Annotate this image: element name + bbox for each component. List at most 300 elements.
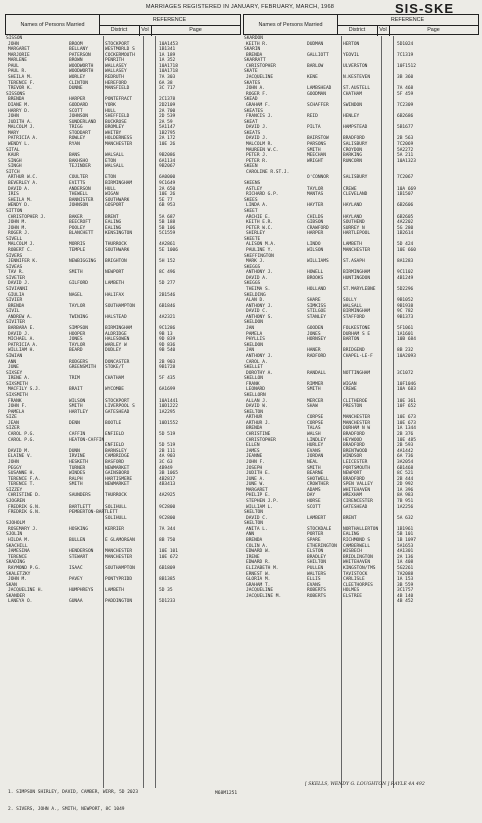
entry-district: CHATHAM xyxy=(105,376,124,382)
entry-name: SIZE xyxy=(6,415,17,421)
entry-vol-page: 3C1757 xyxy=(397,588,414,594)
entry-spouse-surname: CHILDS xyxy=(307,214,324,220)
entry-name: SKARRATT xyxy=(244,58,266,64)
entry-spouse-surname: ELLIS xyxy=(307,577,321,583)
entry-name: PAMELA xyxy=(246,331,263,337)
entry-spouse-surname: CORPSE xyxy=(307,415,324,421)
entry-spouse-surname: STILGOE xyxy=(307,309,326,315)
entry-name: DAVID C. xyxy=(246,515,268,521)
entry-name: KAUR xyxy=(8,153,19,159)
entry-vol-page: 10E 673 xyxy=(397,415,416,421)
entry-name: SINGH xyxy=(8,158,22,164)
entry-name: BRENDA xyxy=(8,303,25,309)
entry-vol-page: 10A1718 xyxy=(159,69,178,75)
entry-name: DOROTHY A. xyxy=(246,370,274,376)
entry-vol-page: 7C2309 xyxy=(397,102,414,108)
entry-district: ETON xyxy=(105,158,116,164)
entry-name: MARGARET xyxy=(8,47,30,53)
entry-district: NORTHALLERTON xyxy=(343,526,379,532)
entry-vol-page: 9B1373 xyxy=(397,314,414,320)
entry-district: PONTYPRIDD xyxy=(105,577,133,583)
entry-name: TREVOR K. xyxy=(8,86,33,92)
entry-spouse-surname: GALLIOTT xyxy=(307,52,329,58)
entry-spouse-surname: HENDERSON xyxy=(69,549,94,555)
reference-header: REFERENCE xyxy=(99,15,240,26)
entry-spouse-surname: MORRIS xyxy=(69,242,86,248)
entry-name: SHEILA M. xyxy=(8,75,33,81)
entry-name: SIVEAS xyxy=(6,264,23,270)
entry-spouse-surname: DENN xyxy=(69,420,80,426)
entry-district: NEWMARKET xyxy=(105,465,130,471)
entry-spouse-surname: SIMKISS xyxy=(307,303,326,309)
entry-spouse-surname: NEAL xyxy=(307,459,318,465)
entry-vol-page: 2D 539 xyxy=(159,114,176,120)
entry-vol-page: 5D 277 xyxy=(159,281,176,287)
entry-name: JOHN xyxy=(8,41,19,47)
entry-spouse-surname: SHAW xyxy=(307,404,318,410)
entry-vol-page: 1A 153 xyxy=(397,577,414,583)
entry-district: ELSTREE xyxy=(343,593,362,599)
entry-vol-page: 5B 101 xyxy=(397,532,414,538)
entry-spouse-surname: COULTER xyxy=(69,175,88,181)
entry-district: BRADFORD xyxy=(343,432,365,438)
entry-spouse-surname: HOOPER xyxy=(69,331,86,337)
entry-vol-page: 9C2800 xyxy=(159,515,176,521)
entry-spouse-surname: HESKETH xyxy=(69,459,88,465)
entry-name: SKATE xyxy=(244,69,258,75)
entry-name: BARBARA E. xyxy=(8,326,36,332)
names-header: Names of Persons Married xyxy=(6,15,100,34)
entry-district: PADDINGTON xyxy=(105,599,133,605)
entry-spouse-surname: PULLEN xyxy=(307,565,324,571)
entry-spouse-surname: MANTAS xyxy=(307,192,324,198)
entry-vol-page: 9D 839 xyxy=(159,337,176,343)
entry-vol-page: 5A1653 xyxy=(397,543,414,549)
entry-district: WINDSOR xyxy=(343,454,362,460)
entry-district: CLITHEROE xyxy=(343,398,368,404)
entry-vol-page: 1B2614 xyxy=(397,231,414,237)
entry-vol-page: 5D 35 xyxy=(159,588,173,594)
entry-district: MANCHESTER xyxy=(105,141,133,147)
entry-name: JUDITH E. xyxy=(246,471,271,477)
entry-district: BARKING xyxy=(343,153,362,159)
entry-name: GIULIA xyxy=(8,292,25,298)
entry-district: HUNTINGDON xyxy=(343,275,371,281)
entry-vol-page: 9C 782 xyxy=(397,309,414,315)
entry-name: LEONARD xyxy=(246,387,265,393)
entry-district: STOCKPORT xyxy=(105,398,130,404)
entry-spouse-surname: O'CONNOR xyxy=(307,175,329,181)
entry-spouse-surname: BARLOW xyxy=(307,63,324,69)
entry-vol-page: 10D1552 xyxy=(159,420,178,426)
entry-spouse-surname: GREENSMITH xyxy=(69,365,97,371)
entry-spouse-surname: ELSTON xyxy=(307,549,324,555)
entry-spouse-surname: SAUNDERS xyxy=(69,493,91,499)
entry-district: WALSALL xyxy=(105,153,124,159)
entry-spouse-surname: TAYLOR xyxy=(69,342,86,348)
entry-name: SHIRLEY xyxy=(246,231,265,237)
entry-name: SKELDING xyxy=(244,292,266,298)
entry-name: CAROLINE R.ST.J. xyxy=(246,169,290,175)
entry-spouse-surname: JONES xyxy=(69,337,83,343)
entry-district: BUCKROSE xyxy=(105,119,127,125)
entry-spouse-surname: JONES xyxy=(307,331,321,337)
entry-vol-page: 2A 59 xyxy=(159,119,173,125)
entry-vol-page: 8B 750 xyxy=(159,538,176,544)
entry-vol-page: 5C1559 xyxy=(159,231,176,237)
entry-spouse-surname: BAKHSHO xyxy=(69,158,88,164)
entry-district: LAMBETH xyxy=(105,588,124,594)
entry-name: PETER R. xyxy=(246,158,268,164)
entry-district: RUNCORN xyxy=(343,158,362,164)
entry-district: GATESHEAD xyxy=(105,409,130,415)
entry-district: HARTISMERE xyxy=(105,476,133,482)
entry-name: ROBERT C. xyxy=(8,247,33,253)
entry-vol-page: 10A 683 xyxy=(397,387,416,393)
entry-name: BRENDA xyxy=(246,538,263,544)
entry-name: BRENDA xyxy=(8,97,25,103)
right-entries-column xyxy=(243,36,479,788)
entry-name: JAMES xyxy=(246,448,260,454)
entry-vol-page: 1A 408 xyxy=(397,560,414,566)
entry-district: CAMBERWELL xyxy=(343,543,371,549)
entry-vol-page: 4A1301 xyxy=(397,549,414,555)
entry-spouse-surname: DAY xyxy=(307,493,316,499)
entry-name: ELLEN xyxy=(246,443,260,449)
left-entries-list xyxy=(5,36,241,605)
entry-name: MALCOLM R. xyxy=(246,141,274,147)
entry-name: GRAHAM F. xyxy=(246,102,271,108)
entry-vol-page: 1B2795 xyxy=(159,130,176,136)
entry-spouse-surname: RANDALL xyxy=(307,370,326,376)
entry-vol-page: 2B 563 xyxy=(397,136,414,142)
entry-name: FREDRIK G.N. xyxy=(8,510,41,516)
entry-vol-page: 9C2800 xyxy=(159,504,176,510)
entry-name: SKEEN xyxy=(244,164,258,170)
entry-vol-page: 5D 424 xyxy=(397,242,414,248)
entry-name: ROSEMARY J. xyxy=(8,526,38,532)
left-column-header xyxy=(5,14,241,35)
entry-name: EDWARD W. xyxy=(246,549,271,555)
entry-name: DAVID A. xyxy=(8,186,30,192)
entry-vol-page: 10F1512 xyxy=(397,63,416,69)
entry-spouse-surname: HORNSEY xyxy=(307,337,326,343)
entry-vol-page: 4B1249 xyxy=(397,275,414,281)
entry-spouse-surname: GILFORD xyxy=(69,281,88,287)
entry-district: EALING xyxy=(105,225,122,231)
entry-name: DAVID J. xyxy=(8,331,30,337)
entry-spouse-surname: RIMMER xyxy=(307,381,324,387)
entry-vol-page: 5B1677 xyxy=(397,125,414,131)
entry-name: JACQUELINE xyxy=(246,588,274,594)
entry-vol-page: 10F1046 xyxy=(397,381,416,387)
footnotes xyxy=(8,779,138,823)
entry-district: COCKERMOUTH xyxy=(105,52,135,58)
entry-vol-page: 7A2088 xyxy=(397,571,414,577)
entry-name: MARY xyxy=(8,130,19,136)
reference-header: REFERENCE xyxy=(337,15,478,26)
entry-district: THURROCK xyxy=(105,242,127,248)
entry-vol-page: 9B1728 xyxy=(159,365,176,371)
entry-vol-page: 1B 1097 xyxy=(397,538,416,544)
entry-district: NEWPORT xyxy=(343,471,362,477)
entry-spouse-surname: WALTERS xyxy=(307,571,326,577)
entry-spouse-surname: WORLEY xyxy=(69,75,86,81)
entry-name: JOHN M. xyxy=(8,225,27,231)
entry-vol-page: 4B3413 xyxy=(159,482,176,488)
entry-vol-page: 10E 485 xyxy=(397,437,416,443)
entry-name: CAROL A. xyxy=(246,359,268,365)
entry-vol-page: 5B 188 xyxy=(159,220,176,226)
entry-spouse-surname: SPARE xyxy=(307,538,321,544)
entry-name: KEITH E.R. xyxy=(246,220,274,226)
entry-spouse-surname: SMITH xyxy=(69,404,83,410)
entry-spouse-surname: TAYLOR xyxy=(307,186,324,192)
entry-name: SKEAD xyxy=(244,97,258,103)
entry-vol-page: 8A 983 xyxy=(397,493,414,499)
entry-name: ALLAN J. xyxy=(246,398,268,404)
entry-vol-page: 5A2272 xyxy=(397,147,414,153)
entry-name: THEIMA S. xyxy=(246,287,271,293)
entry-spouse-surname: GUNAA xyxy=(69,599,83,605)
entry-vol-page: 4A2202 xyxy=(397,220,414,226)
entry-name: ELAINE V. xyxy=(8,454,33,460)
entry-district: NOTTINGHAM xyxy=(343,370,371,376)
entry-district: SOUTHWARK xyxy=(105,197,130,203)
entry-district: BRENT xyxy=(343,515,357,521)
entry-district: SHEFFIELD xyxy=(105,114,130,120)
entry-district: STAFFORD xyxy=(343,314,365,320)
entry-name: MARLENE xyxy=(8,58,27,64)
entry-name: JUNE xyxy=(8,365,19,371)
entry-vol-page: 6A0000 xyxy=(159,175,176,181)
entry-spouse-surname: CRAWFORD xyxy=(307,225,329,231)
entry-district: KENSINGTON xyxy=(105,231,133,237)
entry-name: SKANDER xyxy=(6,593,25,599)
entry-name: TERENCE F. xyxy=(8,80,36,86)
entry-vol-page: 3C 717 xyxy=(159,86,176,92)
entry-spouse-surname: BARTLETT xyxy=(69,504,91,510)
entry-name: JOHN M. xyxy=(8,220,27,226)
entry-spouse-surname: HAYTER xyxy=(307,203,324,209)
entry-district: MANCHESTER xyxy=(343,247,371,253)
entry-vol-page: 9C1649 xyxy=(159,181,176,187)
entry-district: RICHMOND S xyxy=(343,538,371,544)
entry-name: DAVID A. xyxy=(246,275,268,281)
footnote-line: 2. SIVERS, JOHN A., SMITH, NEWPORT, 8C 1049 xyxy=(8,806,125,812)
entry-name: SISSON xyxy=(6,36,23,41)
entry-vol-page: 6B2605 xyxy=(397,214,414,220)
entry-vol-page: 8C 496 xyxy=(159,270,176,276)
entry-name: SKELTON xyxy=(244,521,263,527)
entry-spouse-surname: REID xyxy=(307,114,318,120)
entry-district: WALLASEY xyxy=(105,63,127,69)
entry-vol-page: 5F1061 xyxy=(397,326,414,332)
entry-district: NEWPORT xyxy=(105,270,124,276)
entry-district: MANCHESTER xyxy=(343,420,371,426)
entry-spouse-surname: ISAAC xyxy=(69,565,83,571)
entry-name: ANN xyxy=(246,532,255,538)
entry-name: PHYLLIS xyxy=(246,337,265,343)
entry-name: JOHN xyxy=(8,459,19,465)
entry-vol-page: 4B 452 xyxy=(397,599,414,605)
entry-name: SIVIL xyxy=(6,309,20,315)
entry-spouse-surname: HOLLAND xyxy=(307,287,326,293)
entry-name: ANN xyxy=(8,359,17,365)
entry-district: CLEETHORPES xyxy=(343,582,373,588)
entry-name: DAVID W. xyxy=(246,404,268,410)
entry-vol-page: 4B2817 xyxy=(159,476,176,482)
entry-name: ANTHONY S. xyxy=(246,314,274,320)
entry-vol-page: 9B1938 xyxy=(397,303,414,309)
entry-name: SIVELL xyxy=(6,236,23,242)
entry-spouse-surname: BULLEN xyxy=(69,538,86,544)
entry-spouse-surname: KENE xyxy=(307,75,318,81)
entry-name: TERENCE xyxy=(8,554,27,560)
entry-spouse-surname: DUNNE xyxy=(69,86,83,92)
entry-district: PENRITH xyxy=(105,58,124,64)
entry-vol-page: 5G2261 xyxy=(397,565,414,571)
entry-vol-page: 3A2054 xyxy=(397,459,414,465)
vol-header: Vol xyxy=(139,25,152,36)
entry-vol-page: 5D 519 xyxy=(159,432,176,438)
entry-spouse-surname: DUDMAN xyxy=(307,41,324,47)
entry-spouse-surname: WRIGHT xyxy=(307,158,324,164)
entry-name: DAVID J. xyxy=(246,125,268,131)
entry-district: BRADFORD xyxy=(343,136,365,142)
entry-district: BRADFORD xyxy=(343,443,365,449)
entry-district: WREXHAM xyxy=(343,493,362,499)
entry-district: GATESHEAD xyxy=(343,504,368,510)
entry-spouse-surname: RADFORD xyxy=(307,353,326,359)
entry-name: SITTON xyxy=(6,208,23,214)
entry-district: WARLEY W xyxy=(105,342,127,348)
entry-vol-page: 7B 951 xyxy=(397,498,414,504)
entry-spouse-surname: IRVINE xyxy=(69,454,86,460)
entry-spouse-surname: RODGERS xyxy=(69,359,88,365)
entry-spouse-surname: SMITH xyxy=(307,147,321,153)
entry-spouse-surname: BAKER xyxy=(69,214,83,220)
entry-district: DURHAM S E xyxy=(343,331,371,337)
entry-name: CAROL P.G. xyxy=(8,432,36,438)
entry-name: PAULINE Y. xyxy=(246,247,274,253)
entry-name: PAUL R. xyxy=(8,69,27,75)
entry-vol-page: 5B 106 xyxy=(159,225,176,231)
entry-spouse-surname: ANDERSON xyxy=(69,186,91,192)
entry-district: MANCHESTER xyxy=(105,554,133,560)
entry-name: SITCH xyxy=(6,169,20,175)
entry-vol-page: 8A1283 xyxy=(397,259,414,265)
entry-name: ANDREW A. xyxy=(8,314,33,320)
entry-name: SIXSMITH xyxy=(6,381,28,387)
entry-name: SIXSMITH xyxy=(6,393,28,398)
entry-name: BRENDA xyxy=(246,52,263,58)
entry-vol-page: 2B1546 xyxy=(159,292,176,298)
entry-spouse-surname: CROWTHER xyxy=(307,482,329,488)
entry-spouse-surname: BROOM xyxy=(69,41,83,47)
entry-name: SKEETE xyxy=(244,236,261,242)
entry-district: GAINSBORO xyxy=(105,471,130,477)
entry-vol-page: 10A 669 xyxy=(397,186,416,192)
entry-district: DONCASTER xyxy=(105,359,130,365)
entry-district: HULL xyxy=(105,108,116,114)
entry-vol-page: 6B 953 xyxy=(159,203,176,209)
entry-vol-page: 4B 140 xyxy=(397,593,414,599)
entry-vol-page: 10A1718 xyxy=(159,63,178,69)
entry-name: SKELLON xyxy=(244,376,263,382)
entry-name: BEVERLEY A. xyxy=(8,181,38,187)
entry-district: ULVERSTON xyxy=(343,63,368,69)
entry-spouse-surname: BAIRSTOW xyxy=(307,136,329,142)
entry-name: SIZZEY xyxy=(6,487,23,493)
entry-vol-page: 1A 352 xyxy=(159,58,176,64)
entry-vol-page: 2D2109 xyxy=(159,102,176,108)
entry-name: PATRICIA A. xyxy=(8,342,38,348)
entry-spouse-surname: SCHAFFER xyxy=(307,102,329,108)
entry-spouse-surname: SCOTT xyxy=(307,504,321,510)
entry-name: JOHN M. xyxy=(8,577,27,583)
entry-district: ENFIELD xyxy=(105,432,124,438)
entry-vol-page: 1A2256 xyxy=(397,504,414,510)
names-header: Names of Persons Married xyxy=(244,15,338,34)
entry-district: PRESTON xyxy=(343,404,362,410)
entry-vol-page: 5F 435 xyxy=(159,376,176,382)
entry-name: DAVID J. xyxy=(8,281,30,287)
entry-vol-page: 4A2321 xyxy=(159,314,176,320)
entry-name: ALAN D. xyxy=(246,298,265,304)
entry-district: CAMBRIDGE xyxy=(105,454,130,460)
entry-district: SOUTHWARK xyxy=(105,247,130,253)
entry-spouse-surname: PILTA xyxy=(307,125,321,131)
entry-district: ST.AUSTELL xyxy=(343,86,371,92)
entry-name: CHRISTOPHER xyxy=(246,63,276,69)
entry-district: SALISBURY xyxy=(343,141,368,147)
entry-district: MANSFIELD xyxy=(105,86,130,92)
entry-name: SKEENS xyxy=(244,181,261,187)
entry-spouse-surname: MEECHAN xyxy=(307,153,326,159)
entry-name: SKELDON xyxy=(244,320,263,326)
entry-name: MAUREEN W.C. xyxy=(246,147,279,153)
entry-spouse-surname: BRADLEY xyxy=(307,554,326,560)
entry-name: STEPHEN J.P. xyxy=(246,498,279,504)
entry-name: SHEILA M. xyxy=(8,197,33,203)
entry-name: TERENCE F.A. xyxy=(8,476,41,482)
entry-spouse-surname: SHILTON xyxy=(307,560,326,566)
entry-district: LEICESTER xyxy=(343,459,368,465)
entry-name: PAMELA xyxy=(8,409,25,415)
entry-vol-page: 9B1052 xyxy=(397,298,414,304)
entry-name: SIVIER xyxy=(6,298,23,304)
entry-spouse-surname: WILSON xyxy=(69,398,86,404)
entry-vol-page: 7C2067 xyxy=(397,175,414,181)
entry-spouse-surname: TWINING xyxy=(69,314,88,320)
entry-name: SKACHILL xyxy=(6,543,28,549)
entry-district: ALDRIDGE xyxy=(105,331,127,337)
entry-name: ROGER F. xyxy=(246,91,268,97)
entry-vol-page: 10E 26 xyxy=(159,192,176,198)
entry-district: BOOTLE xyxy=(105,420,122,426)
entry-spouse-surname: SMITH xyxy=(69,482,83,488)
entry-spouse-surname: STOCKDALE xyxy=(307,526,332,532)
entry-name: SKELTON xyxy=(244,510,263,516)
entry-name: SKARDON xyxy=(244,36,263,41)
entry-name: JOHN F. xyxy=(8,404,27,410)
entry-spouse-surname: ROWLEY xyxy=(69,136,86,142)
entry-spouse-surname: HARPER xyxy=(69,97,86,103)
entry-spouse-surname: TAYLOR xyxy=(69,303,86,309)
entry-name: MARK J. xyxy=(246,259,265,265)
left-entries-column xyxy=(5,36,241,788)
